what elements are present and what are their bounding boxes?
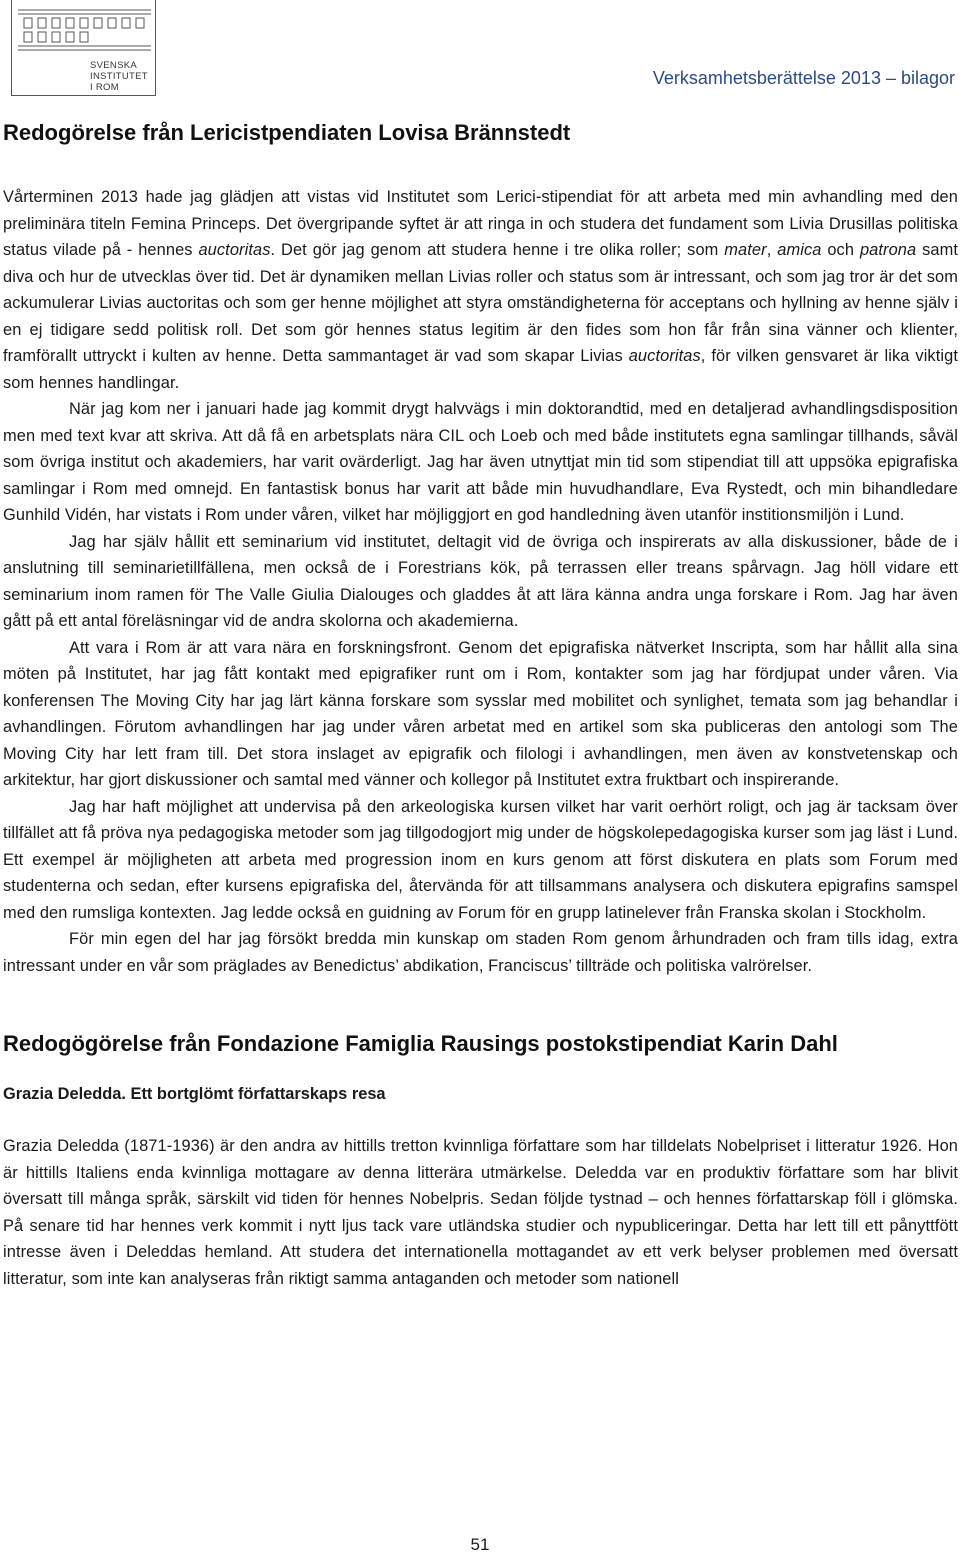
section1-heading: Redogörelse från Lericistpendiaten Lovisa Brännstedt [3,120,571,145]
italic-run: patrona [859,241,917,259]
italic-run: auctoritas [198,241,271,259]
section2-heading: Redogögörelse från Fondazione Famiglia Rausings postokstipendiat Karin Dahl [3,1031,838,1056]
section2-subheading: Grazia Deledda. Ett bortglömt författarskaps resa [3,1085,386,1103]
institute-logo [11,0,156,96]
text-run: . Det gör jag genom att studera henne i tre olika roller; som [270,241,725,259]
text-run: och [821,241,860,259]
page-content [3,116,958,1292]
page-number: 51 [470,1535,490,1554]
section1-paragraph-2: När jag kom ner i januari hade jag kommit drygt halvvägs i min doktorandtid, med en detaljerad avhandlingsdisposition men med text kvar att skriva. Att då få en arbetsplats nära CIL och Loeb och med både institutets egna samlingar tillhands, såväl som övriga institut och akademiers, har varit ovärderligt. Jag har även utnyttjat min tid som stipendiat till att uppsöka epigrafiska samlingar i Rom med omnejd. En fantastisk bonus har varit att både min huvudhandlare, Eva Rystedt, och min bihandledare Gunhild Vidén, har vistats i Rom under våren, vilket har möjliggjort en god handledning även utanför institionsmiljön i Lund. [3,400,958,524]
building-icon [16,2,156,62]
text-run: Vårterminen 2013 hade jag glädjen att vistas vid Institutet som Lerici-stipendiat för att arbeta med min avhandling med den preliminära titeln Femina Princeps. Det övergripande syftet är att ringa in och studera det fundament som Livia Drusillas politiska status vilade på - hennes [3,188,958,259]
logo-line: INSTITUTET [90,71,148,82]
text-run: , för vilken gensvaret är lika viktigt som hennes handlingar. [3,347,958,392]
section1-paragraph-5: Jag har haft möjlighet att undervisa på den arkeologiska kursen vilket har varit oerhört roligt, och jag är tacksam över tillfället att få pröva nya pedagogiska metoder som jag tillgodogjort mig under de högskolepedagogiska kurser som jag läst i Lund. Ett exempel är möjligheten att arbeta med progression inom en kurs genom att först diskutera en plats som Forum med studenterna och sedan, efter kursens epigrafiska del, återvända för att tillsammans analysera och diskutera epigrafins samspel med den rumsliga kontexten. Jag ledde också en guidning av Forum för en grupp latinelever från Franska skolan i Stockholm. [3,797,958,922]
italic-run: mater [724,241,767,259]
logo-line: SVENSKA [90,60,137,71]
logo-text [90,60,160,93]
section2-paragraph-1: Grazia Deledda (1871-1936) är den andra av hittills tretton kvinnliga författare som har tilldelats Nobelpriset i litteratur 1926. Hon är hittills Italiens enda kvinnliga mottagare av denna litterära utmärkelse. Deledda var en produktiv författare som har blivit översatt till många språk, särskilt vid tiden för hennes Nobelpris. Sedan följde tystnad – och hennes författarskap föll i glömska. På senare tid har hennes verk kommit i nytt ljus tack vare utländska studier och nypubliceringar. Detta har lett till ett pånyttfött intresse även i Deleddas hemland. Att studera det internationella mottagandet av ett verk belyser problemen med översatt litteratur, som inte kan analyseras från riktigt samma antaganden och metoder som nationell [3,1137,958,1288]
text-run: , [766,241,778,259]
logo-line: I ROM [90,82,119,93]
italic-run: amica [777,241,822,259]
report-title: Verksamhetsberättelse 2013 – bilagor [652,68,955,88]
italic-run: auctoritas [628,347,701,365]
section1-paragraph-6: För min egen del har jag försökt bredda min kunskap om staden Rom genom århundraden och fram tills idag, extra intressant under en vår som präglades av Benedictus’ abdikation, Franciscus’ tillträde och politiska valrörelser. [3,930,958,975]
section1-paragraph-4: Att vara i Rom är att vara nära en forskningsfront. Genom det epigrafiska nätverket Inscripta, som har hållit alla sina möten på Institutet, har jag fått kontakt med epigrafiker runt om i Rom, kontakter som jag har fördjupat under våren. Via konferensen The Moving City har jag lärt känna forskare som sysslar med mobilitet och synlighet, temata som jag behandlar i avhandlingen. Förutom avhandlingen har jag under våren arbetat med en artikel som ska publiceras den antologi som The Moving City har lett fram till. Det stora inslaget av epigrafik och filologi i avhandlingen, men även av konstvetenskap och arkitektur, har gjort diskussioner och samtal med vänner och kollegor på Institutet extra fruktbart och inspirerande. [3,638,958,789]
section1-paragraph-3: Jag har själv hållit ett seminarium vid institutet, deltagit vid de övriga och inspirerats av alla diskussioner, både de i anslutning till seminarietillfällena, men också de i Forestrians kök, på terrassen eller treans spårvagn. Jag höll vidare ett seminarium inom ramen för The Valle Giulia Dialouges och gladdes åt att lära känna andra unga forskare i Rom. Jag har även gått på ett antal föreläsningar vid de andra skolorna och akademierna. [3,532,958,630]
section1-paragraph-1 [3,184,958,396]
text-run: samt diva och hur de utvecklas över tid. Det är dynamiken mellan Livias roller och status som är intressant, och som jag tror är det som ackumulerar Livias auctoritas och som ger henne möjlighet att styra omständigheterna för acceptans och hyllning av henne själv i en ej tidigare sedd politisk roll. Det som gör hennes status legitim är den fides som hon får från sina vänner och klienter, framförallt uttryckt i kulten av henne. Detta sammantaget är vad som skapar Livias [3,241,959,365]
